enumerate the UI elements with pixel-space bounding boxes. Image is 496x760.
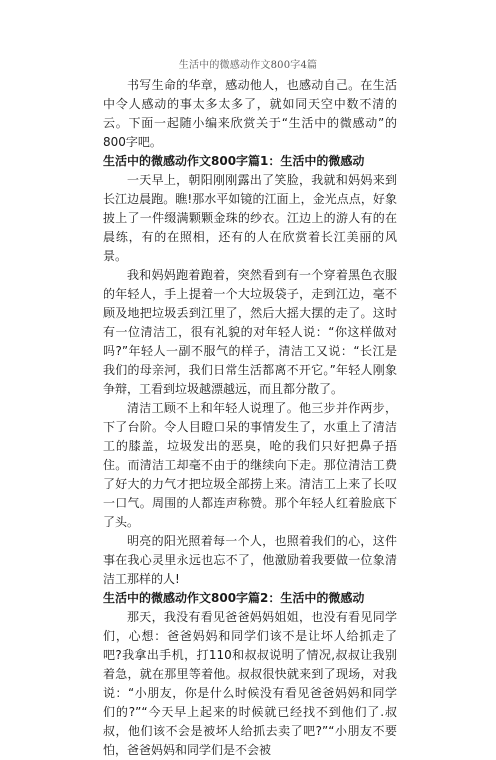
section-heading-2: 生活中的微感动作文800字篇2：生活中的微感动 bbox=[103, 591, 365, 605]
section-heading-1: 生活中的微感动作文800字篇1：生活中的微感动 bbox=[103, 154, 365, 168]
section1-paragraph: 一天早上，朝阳刚刚露出了笑脸，我就和妈妈来到长江边晨跑。瞧!那水平如镜的江面上，金光点点，好象披上了一件缀满颗颗金珠的纱衣。江边上的游人有的在晨练，有的在照相，还有的人在欣赏着长江美丽的风景。 bbox=[103, 173, 397, 263]
section1-paragraph: 我和妈妈跑着跑着，突然看到有一个穿着黑色衣服的年轻人，手上提着一个大垃圾袋子，走到江边，毫不顾及地把垃圾丢到江里了，然后大摇大摆的走了。这时有一位清洁工，很有礼貌的对年轻人说：“你这样做对吗?”年轻人一副不服气的样子，清洁工又说：“长江是我们的母亲河，我们日常生活都离不开它。”年轻人刚象争辩，工看到垃圾越漂越远，而且都分散了。 bbox=[103, 268, 397, 396]
intro-paragraph: 书写生命的华章，感动他人，也感动自己。在生活中令人感动的事太多太多了，就如同天空中数不清的云。下面一起随小编来欣赏关于“生活中的微感动”的800字吧。 bbox=[103, 78, 397, 149]
section2-paragraph: 那天，我没有看见爸爸妈妈姐姐，也没有看见同学们，心想：爸爸妈妈和同学们该不是让坏人给抓走了吧?我拿出手机，打110和叔叔说明了情况,叔叔让我别着急，就在那里等着他。叔叔很快就来到了现场，对我说：“小朋友，你是什么时候没有看见爸爸妈妈和同学们的?”“今天早上起来的时候就已经找不到他们了.叔叔，他们该不会是被坏人给抓去卖了吧?”“小朋友不要怕，爸爸妈妈和同学们是不会被 bbox=[103, 610, 397, 757]
section1-paragraph: 明亮的阳光照着每一个人，也照着我们的心，这件事在我心灵里永远也忘不了，他激励着我要做一位象清洁工那样的人! bbox=[103, 534, 397, 586]
document-body bbox=[103, 76, 397, 760]
section1-paragraph: 清洁工顾不上和年轻人说理了。他三步并作两步，下了台阶。令人目瞪口呆的事情发生了，水重上了清洁工的膝盖，垃圾发出的恶臭，呛的我们只好把鼻子捂住。而清洁工却毫不由于的继续向下走。那位清洁工费了好大的力气才把垃圾全部捞上来。清洁工上来了长叹一口气。周围的人都连声称赞。那个年轻人红着脸底下了头。 bbox=[103, 401, 397, 529]
document-title: 生活中的微感动作文800字4篇 bbox=[178, 60, 318, 71]
